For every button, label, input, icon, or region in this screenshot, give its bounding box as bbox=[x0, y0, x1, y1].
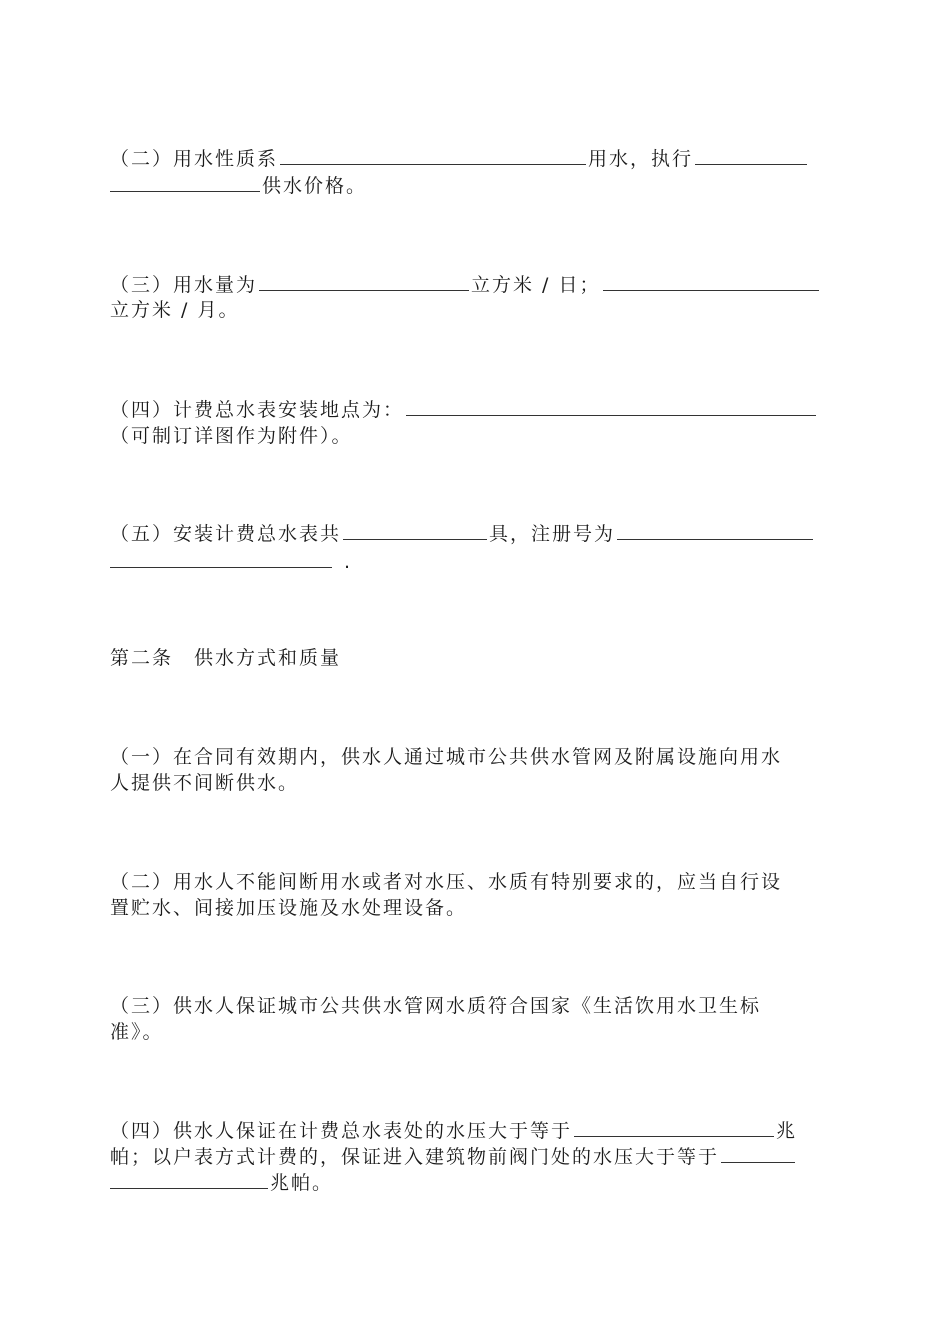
clause-4-line-2 bbox=[110, 423, 842, 449]
clause-5-line-1 bbox=[110, 520, 842, 547]
clause-5-text: （五）安装计费总水表共 bbox=[110, 523, 342, 545]
meter-count-field[interactable] bbox=[343, 520, 487, 540]
clause-3-suffix-text: 立方米 / 月。 bbox=[110, 299, 240, 321]
daily-volume-field[interactable] bbox=[259, 271, 469, 291]
item-4-text: （四）供水人保证在计费总水表处的水压大于等于 bbox=[110, 1120, 573, 1142]
clause-3-line-2 bbox=[110, 297, 842, 323]
article-2-item-4-line-2 bbox=[110, 1143, 842, 1170]
clause-5-line-2 bbox=[110, 548, 842, 575]
article-2-item-4-line-1 bbox=[110, 1117, 842, 1144]
article-2-item-4-line-3 bbox=[110, 1169, 842, 1196]
meter-location-field[interactable] bbox=[406, 396, 816, 416]
valve-pressure-field-1[interactable] bbox=[721, 1143, 795, 1163]
item-4-unit: 兆 bbox=[776, 1120, 798, 1142]
monthly-volume-field[interactable] bbox=[603, 271, 819, 291]
clause-5-suffix-text: . bbox=[344, 551, 353, 573]
price-standard-field-2[interactable] bbox=[110, 172, 260, 192]
clause-2-suffix-text: 供水价格。 bbox=[262, 175, 368, 197]
clause-3-text: （三）用水量为 bbox=[110, 274, 258, 296]
valve-pressure-field-2[interactable] bbox=[110, 1169, 268, 1189]
registration-number-field-1[interactable] bbox=[617, 520, 813, 540]
clause-4-line-1 bbox=[110, 396, 842, 423]
price-standard-field-1[interactable] bbox=[695, 145, 807, 165]
clause-5-mid-text: 具，注册号为 bbox=[489, 523, 616, 545]
article-2-title: 第二条 供水方式和质量 bbox=[110, 647, 342, 669]
clause-2-mid-text: 用水，执行 bbox=[588, 148, 694, 170]
article-2-item-3-line-1: （三）供水人保证城市公共供水管网水质符合国家《生活饮用水卫生标 bbox=[110, 995, 762, 1017]
clause-2-line-2 bbox=[110, 172, 842, 199]
item-4-line-2-text: 帕；以户表方式计费的，保证进入建筑物前阀门处的水压大于等于 bbox=[110, 1146, 720, 1168]
registration-number-field-2[interactable] bbox=[110, 548, 332, 568]
article-2-item-2-line-2: 置贮水、间接加压设施及水处理设备。 bbox=[110, 897, 468, 919]
item-4-suffix-text: 兆帕。 bbox=[270, 1172, 334, 1194]
clause-3-line-1 bbox=[110, 271, 842, 298]
clause-2-text: （二）用水性质系 bbox=[110, 148, 279, 170]
article-2-item-1-line-2: 人提供不间断供水。 bbox=[110, 772, 300, 794]
clause-3-mid-text: 立方米 / 日； bbox=[471, 274, 601, 296]
article-2-item-3-line-2: 准》。 bbox=[110, 1021, 164, 1043]
water-use-nature-field[interactable] bbox=[280, 145, 586, 165]
clause-2-line-1 bbox=[110, 145, 842, 172]
clause-4-text: （四）计费总水表安装地点为： bbox=[110, 399, 405, 421]
article-2-item-2-line-1: （二）用水人不能间断用水或者对水压、水质有特别要求的，应当自行设 bbox=[110, 871, 783, 893]
clause-4-suffix-text: （可制订详图作为附件）。 bbox=[110, 425, 353, 447]
article-2-item-1-line-1: （一）在合同有效期内，供水人通过城市公共供水管网及附属设施向用水 bbox=[110, 746, 783, 768]
meter-pressure-field[interactable] bbox=[574, 1117, 774, 1137]
